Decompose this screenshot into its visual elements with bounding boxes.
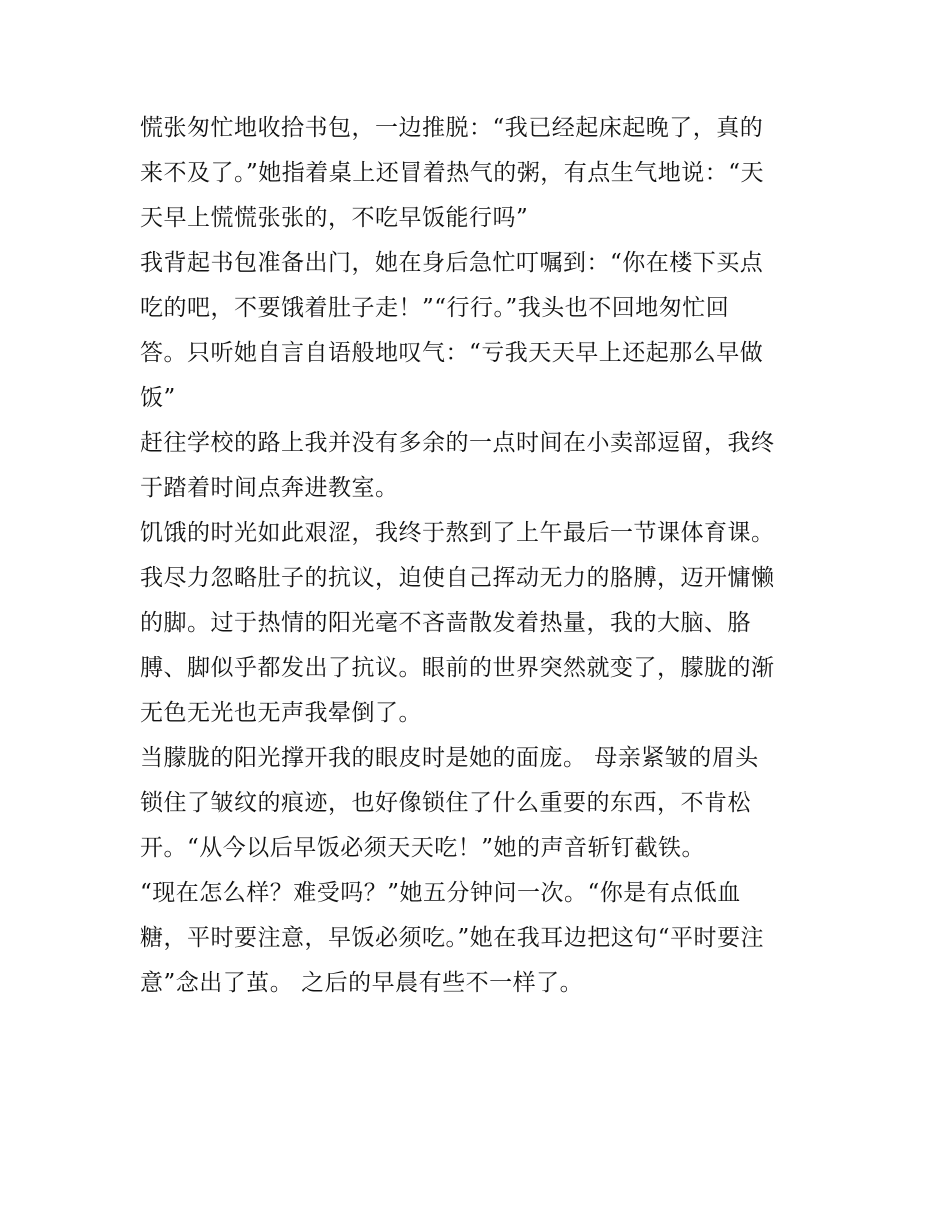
- text-line-15: 当朦胧的阳光撑开我的眼皮时是她的面庞。 母亲紧皱的眉头: [140, 745, 759, 771]
- text-line-19: 糖，平时要注意，早饭必须吃。”她在我耳边把这句“平时要注: [140, 925, 765, 951]
- text-line-1: 慌张匆忙地收拾书包，一边推脱：“我已经起床起晚了，真的: [140, 115, 764, 141]
- text-line-5: 吃的吧，不要饿着肚子走！”“行行。”我头也不回地匆忙回: [140, 295, 730, 321]
- text-line-3: 天早上慌慌张张的，不吃早饭能行吗”: [140, 205, 529, 231]
- text-line-20: 意”念出了茧。 之后的早晨有些不一样了。: [140, 970, 584, 996]
- text-line-7: 饭”: [140, 385, 176, 411]
- text-line-10: 饥饿的时光如此艰涩，我终于熬到了上午最后一节课体育课。: [140, 520, 775, 546]
- body-text: [140, 106, 820, 1006]
- text-line-12: 的脚。过于热情的阳光毫不吝啬散发着热量，我的大脑、胳: [140, 610, 751, 636]
- text-line-17: 开。“从今以后早饭必须天天吃！”她的声音斩钉截铁。: [140, 835, 706, 861]
- text-line-4: 我背起书包准备出门，她在身后急忙叮嘱到：“你在楼下买点: [140, 250, 764, 276]
- text-line-6: 答。只听她自言自语般地叹气：“亏我天天早上还起那么早做: [140, 340, 764, 366]
- text-line-2: 来不及了。”她指着桌上还冒着热气的粥，有点生气地说：“天: [140, 160, 765, 186]
- text-line-16: 锁住了皱纹的痕迹，也好像锁住了什么重要的东西，不肯松: [140, 790, 751, 816]
- text-line-18: “现在怎么样？难受吗？”她五分钟问一次。“你是有点低血: [140, 880, 741, 906]
- text-line-14: 无色无光也无声我晕倒了。: [140, 700, 422, 726]
- text-line-13: 膊、脚似乎都发出了抗议。眼前的世界突然就变了，朦胧的渐: [140, 655, 775, 681]
- text-line-8: 赶往学校的路上我并没有多余的一点时间在小卖部逗留，我终: [140, 430, 775, 456]
- text-line-11: 我尽力忽略肚子的抗议，迫使自己挥动无力的胳膊，迈开慵懒: [140, 565, 775, 591]
- text-line-9: 于踏着时间点奔进教室。: [140, 475, 399, 501]
